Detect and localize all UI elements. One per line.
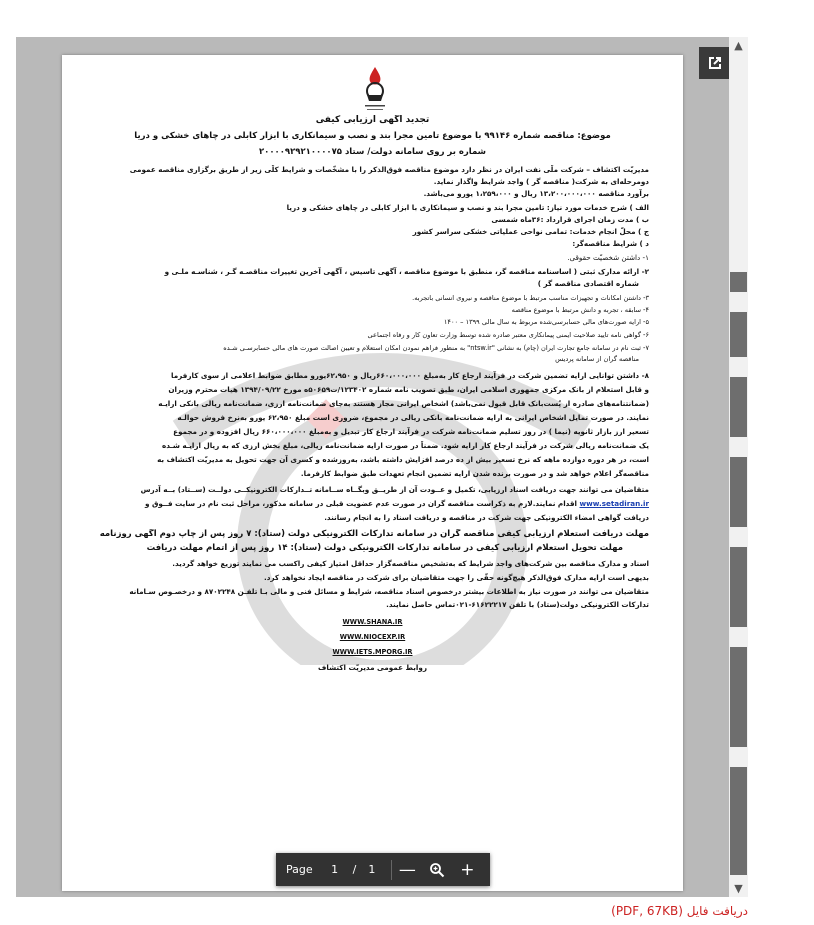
page-label: Page	[286, 863, 313, 876]
setadiran-link[interactable]: www.setadiran.ir	[579, 499, 649, 508]
nioc-logo-icon	[358, 65, 392, 113]
document-content	[62, 55, 683, 891]
scroll-down-button[interactable]	[729, 880, 748, 897]
current-page-input[interactable]: 1	[331, 863, 339, 876]
condition-8-line-4: نمایند. در صورت تمایل اشخاص ایرانی به ارایه ضمانت‌نامه بانکی ریالی در مجموع، ضروری است مبلغ ۶۲،۹۵۰ یورو به‌نرخ فروش حوالـه	[177, 413, 649, 422]
zoom-fit-button[interactable]	[422, 853, 452, 886]
condition-6: ۶- گواهی نامه تایید صلاحیت ایمنی پیمانکاری معتبر صادره شده توسط وزارت تعاون کار و رفاه اجتماعی	[367, 331, 649, 339]
chevron-down-icon: ▼	[734, 882, 743, 895]
intro-line-1: مدیریّت اکتشاف – شرکت ملّی نفت ایران در نظر دارد موضوع مناقصه فوق‌الذکر را با مشخّصات و شرایط کلّی زیر از طریق برگزاری مناقصه عمومی	[129, 165, 649, 174]
condition-8-line-6: یک ضمانت‌نامه ریالی شرکت در فرآیند ارجاع کار ارایه شود. ضمناً در صورت ارایه ضمانت‌نامه ریالی، مبلغ بخش ارزی که به ریال ارایـه شـده	[161, 441, 649, 450]
condition-2-cont: شماره اقتصادی مناقصه گر )	[537, 279, 639, 288]
item-a: الف ) شرح خدمات مورد نیاز: تامین مجرا بند و نصب و سیمانکاری با ابزار کابلی در چاهای خشکی و دریا	[286, 203, 649, 212]
condition-8-line-8: مناقصه‌گر اعلام خواهد شد و در صورت برنده شدن ارایه تضمین انجام تعهدات طبق ضوابط کارفرما.	[300, 469, 649, 478]
condition-2: ۲- ارائه مدارک ثبتی ( اساسنامه مناقصه گر، منطبق با موضوع مناقصه ، آگهی تاسیس ، آگهی آخرین تغییرات مناقصـه گـر ، شناسـه ملـی و	[164, 267, 649, 276]
download-file-link[interactable]: دریافت فایل (PDF, 67KB)	[611, 904, 748, 918]
chevron-up-icon: ▲	[734, 39, 743, 52]
condition-8-line-2: و قابل استعلام از بانک مرکزی جمهوری اسلامی ایران، طبق تصویب نامه شماره ۱۲۳۴۰۲/ت۵۰۶۵۹ه مورخ ۱۳۹۴/۰۹/۲۲ هیات محترم وزیران	[168, 385, 649, 394]
setad-para-1: متقاضیان می توانند جهت دریافت اسناد ارزیابی، تکمیل و عــودت آن از طریــق وبگــاه ســامانه تــدارکات الکترونیکــی دولــت (ســتاد) بــه آدرس	[140, 485, 649, 494]
pdf-page	[62, 55, 683, 891]
estimate: برآورد مناقصه ۱۳،۲۰۰،۰۰۰،۰۰۰ ریال و ۱،۲۵۹،۰۰۰ یورو می‌باشد.	[423, 189, 649, 198]
site-niocexp[interactable]: WWW.NIOCEXP.IR	[339, 633, 406, 641]
site-iets[interactable]: WWW.IETS.MPORG.IR	[332, 648, 413, 656]
doc-subject: موضوع: مناقصه شماره ۹۹۱۴۶ با موضوع تامین مجرا بند و نصب و سیمانکاری با ابزار کابلی در چاهای خشکی و دریا	[134, 131, 611, 141]
deadline-receive: مهلت دریافت استعلام ارزیابی کیفی مناقصه گران در سامانه تدارکات الکترونیکی دولت (ستاد): ۷ روز پس از چاپ دوم آگهی روزنامه	[99, 529, 649, 539]
setad-para-3: دریافت گواهی امضاء الکترونیکی جهت شرکت در مناقصه و دریافت اسناد را به انجام رسانند.	[324, 513, 649, 522]
item-c: ج ) محلّ انجام خدمات: تمامی نواحی عملیاتی خشکی سراسر کشور	[412, 227, 649, 236]
condition-8-line-5: تسعیر ارز بازار ثانویه (نیما ) در روز تسلیم ضمانت‌نامه شرکت در فرآیند ارجاع کار تبدیل و به‌مبلغ ۶۶۰،۰۰۰،۰۰۰ ریال افزوده و در مجموع	[173, 427, 649, 436]
site-shana[interactable]: WWW.SHANA.IR	[342, 618, 403, 626]
page-separator: /	[352, 863, 357, 876]
condition-5: ۵- ارایه صورت‌های مالی حسابرسی‌شده مربوط به سال مالی ۱۳۹۹ – ۱۴۰۰	[443, 318, 649, 326]
contact-line-1: متقاضیان می توانند در صورت نیاز به اطلاعات بیشتر درخصوص اسناد مناقصه، شرایط و مسائل فنی و مالی بـا تلفـن ۸۷۰۲۲۴۸ و درخصـوص سـامانه	[129, 587, 649, 596]
zoom-out-button[interactable]: —	[398, 859, 416, 880]
intro-line-2: دومرحله‌ای به شرکت( مناقصه گر ) واجد شرایط واگذار نماید.	[433, 177, 649, 186]
signature: روابط عمومی مدیریّت اکتشاف	[318, 663, 427, 672]
vertical-scrollbar[interactable]	[729, 37, 748, 897]
condition-8: ۸- داشتن توانایی ارایه تضمین شرکت در فرآیند ارجاع کار به‌مبلغ ۶۶۰،۰۰۰،۰۰۰ریال و ۶۲،۹۵۰یورو مطابق ضوابط اعلامی از سوی کارفرما	[171, 371, 649, 380]
scroll-up-button[interactable]	[729, 37, 748, 54]
contact-line-2: تدارکات الکترونیکی دولت(ستاد) با تلفن ۶۱۶۲۲۲۱۷-۰۲۱تماس حاصل نمایند.	[386, 600, 649, 609]
setad-para-2-text: اقدام نمایند.لازم به ذکراست مناقصه گران در صورت عدم عضویت قبلی در سامانه مذکور، مراحل ثبت نام در سایت فــوق و	[145, 499, 580, 508]
scrollbar-track[interactable]	[730, 57, 747, 877]
open-in-new-window-button[interactable]	[699, 47, 731, 79]
condition-4: ۴- سابقه ، تجربه و دانش مرتبط با موضوع مناقصه	[511, 306, 649, 314]
total-pages: 1	[368, 863, 376, 876]
condition-7-cont: مناقصه گران از سامانه پردیس	[555, 355, 639, 363]
item-d: د ) شرایط مناقصه‌گر:	[572, 239, 649, 248]
condition-3: ۳- داشتن امکانات و تجهیزات مناسب مرتبط با موضوع مناقصه و نیروی انسانی باتجربه.	[412, 294, 649, 302]
open-external-icon	[706, 54, 724, 72]
condition-8-line-7: است، در هر دوره دوازده ماهه که نرخ تسعیر بیش از ده درصد افزایش داشته باشد، به‌روزشده و کسری آن جهت تحویل به مدیریّت اکتشاف به	[157, 455, 649, 464]
pdf-viewer	[16, 37, 729, 897]
condition-8-line-3: (ضمانتنامه‌های صادره از پُست‌بانک قابل قبول نمی‌باشد) اشخاص ایرانی مجاز هستند به‌جای ضمانت‌نامه ارزی، ضمانت‌نامه ریالی بانکی ارایـه	[158, 399, 649, 408]
doc-title: تجدید آگهی ارزیابی کیفی	[315, 115, 430, 125]
item-b: ب ) مدت زمان اجرای قرارداد :۳۶ماه شمسی	[491, 215, 649, 224]
deadline-submit: مهلت تحویل استعلام ارزیابی کیفی در سامانه تدارکات الکترونیکی دولت (ستاد): ۱۴ روز پس از اتمام مهلت دریافت	[146, 543, 623, 553]
tender-number: شماره بر روی سامانه دولت/ ستاد ۲۰۰۰۰۹۲۹۲۱۰۰۰۰۷۵	[258, 147, 487, 157]
zoom-magnifier-icon	[429, 862, 445, 878]
rights-note: بدیهی است ارایه مدارک فوق‌الذکر هیچ‌گونه حقّی را جهت متقاضیان برای شرکت در مناقصه ایجاد نخواهد کرد.	[264, 573, 649, 582]
pdf-toolbar	[276, 853, 490, 886]
zoom-in-button[interactable]: +	[460, 859, 475, 880]
condition-1: ۱- داشتن شخصیّت حقوقی.	[567, 253, 649, 262]
distribution-note: اسناد و مدارک مناقصه بین شرکت‌های واجد شرایط که به‌تشخیص مناقصه‌گزار حداقل امتیاز کیفی راکسب می نمایند توزیع خواهد گردید.	[172, 559, 649, 568]
condition-7: ۷- ثبت نام در سامانه جامع تجارت ایران (چام) به نشانی "ntsw.ir" به منظور فراهم نمودن امکان استعلام و تعیین اصالت صورت های مالی حسابرسـی شـده	[223, 344, 649, 352]
setad-para-2	[89, 499, 649, 509]
